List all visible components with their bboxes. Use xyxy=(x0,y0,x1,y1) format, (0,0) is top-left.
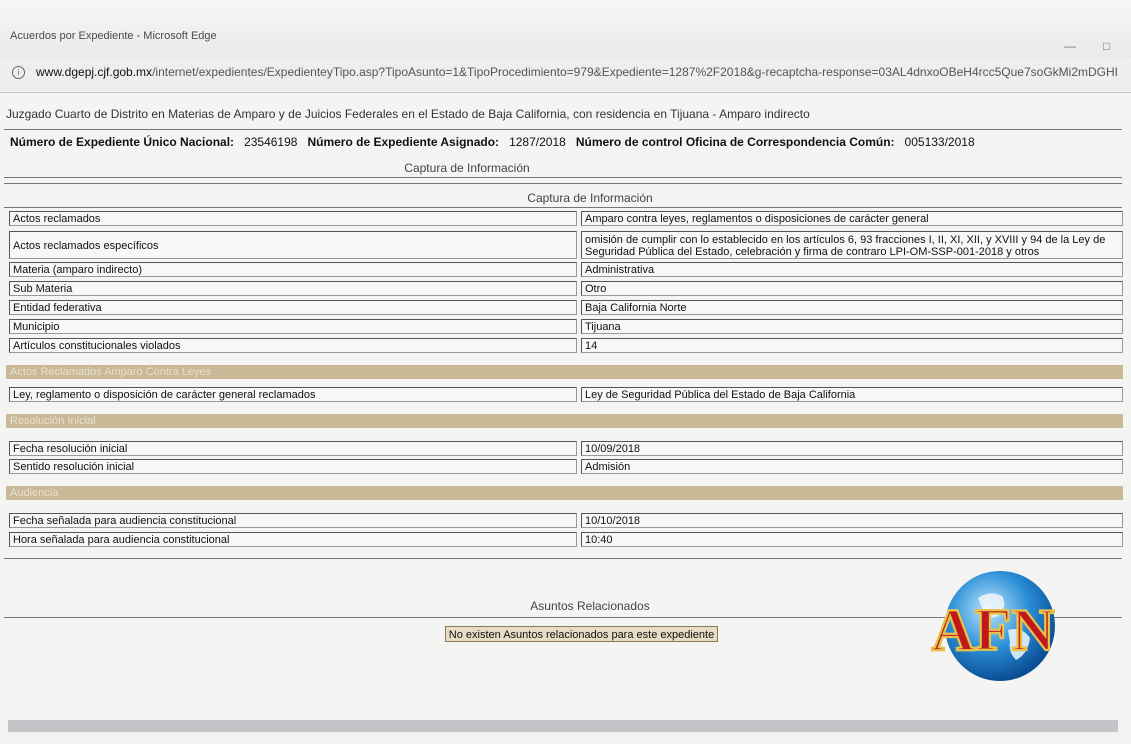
divider xyxy=(4,183,1122,184)
numero-unico-value: 23546198 xyxy=(244,135,298,149)
court-name: Juzgado Cuarto de Distrito en Materias de Amparo y de Juicios Federales en el Estado de Baja California, con residencia en Tijuana - Amparo indirecto xyxy=(6,107,810,121)
detail-label: Materia (amparo indirecto) xyxy=(9,262,577,277)
afn-logo xyxy=(918,568,1068,684)
divider xyxy=(4,129,1122,130)
numero-control-value: 005133/2018 xyxy=(904,135,975,149)
detail-label: Hora señalada para audiencia constitucional xyxy=(9,532,577,547)
numero-control-label: Número de control Oficina de Correspondencia Común: xyxy=(575,135,895,149)
section-resolucion-title: Resolución Inicial xyxy=(6,414,1123,428)
numero-asignado-value: 1287/2018 xyxy=(509,135,566,149)
detail-label: Ley, reglamento o disposición de carácter general reclamados xyxy=(9,387,577,402)
url-path: /internet/expedientes/ExpedienteyTipo.asp?TipoAsunto=1&TipoProcedimiento=979&Expediente=1287%2F2018&g-recaptcha-response=03AL4dnxoOBeH4rcc5Que7soGkMi2mDGHI xyxy=(152,65,1118,79)
detail-row xyxy=(9,459,1123,476)
detail-value: Otro xyxy=(581,281,1123,296)
detail-label: Entidad federativa xyxy=(9,300,577,315)
horizontal-scrollbar[interactable] xyxy=(8,720,1118,732)
detail-row xyxy=(9,338,1123,355)
afn-logo-text: AFN xyxy=(931,597,1055,663)
detail-row xyxy=(9,319,1123,336)
divider xyxy=(4,558,1122,559)
detail-row xyxy=(9,231,1123,259)
detail-row xyxy=(9,211,1123,228)
detail-value: Ley de Seguridad Pública del Estado de Baja California xyxy=(581,387,1123,402)
detail-value: Tijuana xyxy=(581,319,1123,334)
no-related-message: No existen Asuntos relacionados para este expediente xyxy=(445,626,718,642)
detail-value: 10/10/2018 xyxy=(581,513,1123,528)
detail-row xyxy=(9,281,1123,298)
expediente-numbers xyxy=(10,135,975,149)
address-bar[interactable] xyxy=(0,58,1131,93)
section-actos-title: Actos Reclamados Amparo Contra Leyes xyxy=(6,365,1123,379)
detail-label: Fecha resolución inicial xyxy=(9,441,577,456)
divider xyxy=(4,177,1122,178)
url-text[interactable] xyxy=(36,65,1118,79)
detail-row xyxy=(9,441,1123,458)
detail-value: Baja California Norte xyxy=(581,300,1123,315)
info-icon[interactable]: i xyxy=(12,66,25,79)
detail-row xyxy=(9,262,1123,279)
related-title: Asuntos Relacionados xyxy=(530,599,650,613)
detail-label: Actos reclamados específicos xyxy=(9,231,577,259)
section-audiencia-title: Audiencia xyxy=(6,486,1123,500)
detail-label: Sub Materia xyxy=(9,281,577,296)
numero-asignado-label: Número de Expediente Asignado: xyxy=(307,135,500,149)
detail-value: 10/09/2018 xyxy=(581,441,1123,456)
detail-value: Amparo contra leyes, reglamentos o disposiciones de carácter general xyxy=(581,211,1123,226)
detail-row xyxy=(9,300,1123,317)
detail-row xyxy=(9,532,1123,549)
detail-value: 14 xyxy=(581,338,1123,353)
detail-value: Admisión xyxy=(581,459,1123,474)
detail-value: 10:40 xyxy=(581,532,1123,547)
detail-label: Actos reclamados xyxy=(9,211,577,226)
maximize-button[interactable]: □ xyxy=(1103,39,1111,53)
title-bar xyxy=(0,0,1131,58)
detail-label: Sentido resolución inicial xyxy=(9,459,577,474)
captura-subheading: Captura de Información xyxy=(527,191,653,205)
detail-value: omisión de cumplir con lo establecido en los artículos 6, 93 fracciones I, II, XI, XII, y XVIII y 94 de la Ley de Seguridad Pública del Estado, celebración y firma de contraro LPI-OM-SSP-001-2018 y otros xyxy=(581,231,1123,259)
detail-row xyxy=(9,513,1123,530)
window-title: Acuerdos por Expediente - Microsoft Edge xyxy=(10,30,217,42)
numero-unico-label: Número de Expediente Único Nacional: xyxy=(10,135,235,149)
detail-value: Administrativa xyxy=(581,262,1123,277)
url-host: www.dgepj.cjf.gob.mx xyxy=(36,65,153,79)
detail-row xyxy=(9,387,1123,404)
divider xyxy=(4,207,1122,208)
detail-label: Municipio xyxy=(9,319,577,334)
detail-label: Fecha señalada para audiencia constitucional xyxy=(9,513,577,528)
minimize-button[interactable]: — xyxy=(1064,39,1076,53)
detail-label: Artículos constitucionales violados xyxy=(9,338,577,353)
captura-heading: Captura de Información xyxy=(404,161,530,175)
